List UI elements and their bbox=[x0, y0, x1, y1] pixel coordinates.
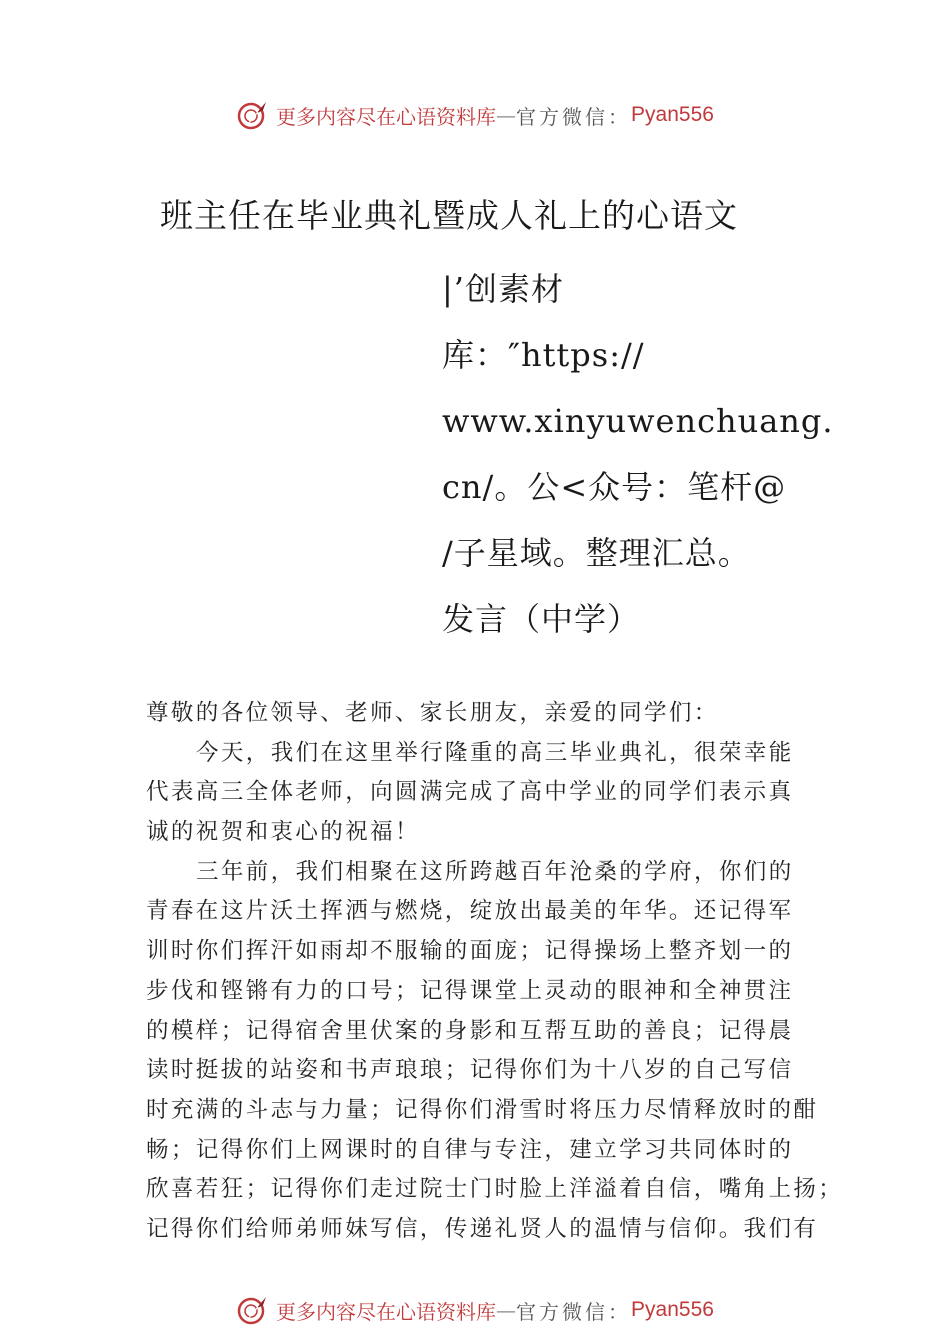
header-wechat-label: 官方微信： bbox=[516, 104, 632, 129]
footer-banner-separator: — bbox=[496, 1298, 517, 1322]
document-body bbox=[146, 694, 844, 1250]
title-line: 库：″https:// bbox=[442, 336, 645, 374]
footer-wechat-id: Pyan556 bbox=[631, 1298, 714, 1321]
document-title-continuation bbox=[442, 256, 892, 652]
paragraph-line: 的模样；记得宿舍里伏案的身影和互帮互助的善良；记得晨 bbox=[146, 1017, 794, 1044]
paragraph-line: 诚的祝贺和衷心的祝福！ bbox=[146, 819, 420, 846]
quill-logo-icon bbox=[236, 98, 270, 132]
paragraph-line: 记得你们给师弟师妹写信，传递礼贤人的温情与信仰。我们有 bbox=[146, 1215, 819, 1242]
paragraph-line: 步伐和铿锵有力的口号；记得课堂上灵动的眼神和全神贯注 bbox=[146, 977, 794, 1004]
paragraph-line: 读时挺拔的站姿和书声琅琅；记得你们为十八岁的自己写信 bbox=[146, 1057, 794, 1084]
header-banner-separator: — bbox=[496, 103, 517, 127]
page-header-banner bbox=[0, 95, 950, 135]
paragraph-line: 欣喜若狂；记得你们走过院士门时脸上洋溢着自信，嘴角上扬； bbox=[146, 1176, 844, 1203]
paragraph-line: 三年前，我们相聚在这所跨越百年沧桑的学府，你们的 bbox=[196, 858, 794, 885]
footer-banner-text: 更多内容尽在心语资料库 bbox=[276, 1299, 497, 1324]
paragraph-line: 畅；记得你们上网课时的自律与专注，建立学习共同体时的 bbox=[146, 1136, 794, 1163]
document-title: 班主任在毕业典礼暨成人礼上的心语文 bbox=[160, 196, 738, 235]
paragraph-line: 训时你们挥汗如雨却不服输的面庞；记得操场上整齐划一的 bbox=[146, 938, 794, 965]
paragraph-line: 青春在这片沃土挥洒与燃烧，绽放出最美的年华。还记得军 bbox=[146, 898, 794, 925]
title-line: www.xinyuwenchuang. bbox=[442, 402, 834, 440]
title-line: |’创素材 bbox=[442, 270, 564, 308]
title-line: 发言（中学） bbox=[442, 600, 641, 638]
paragraph-line: 代表高三全体老师，向圆满完成了高中学业的同学们表示真 bbox=[146, 779, 794, 806]
quill-logo-icon bbox=[236, 1293, 270, 1327]
paragraph-line: 今天，我们在这里举行隆重的高三毕业典礼，很荣幸能 bbox=[196, 739, 794, 766]
header-wechat-id: Pyan556 bbox=[631, 103, 714, 126]
header-banner-text: 更多内容尽在心语资料库 bbox=[276, 104, 497, 129]
footer-wechat-label: 官方微信： bbox=[516, 1299, 632, 1324]
title-line: cn/。公<众号：笔杆@ bbox=[442, 468, 787, 506]
page-footer-banner bbox=[0, 1290, 950, 1330]
paragraph-line: 时充满的斗志与力量；记得你们滑雪时将压力尽情释放时的酣 bbox=[146, 1096, 819, 1123]
title-line: /子星域。整理汇总。 bbox=[442, 534, 751, 572]
salutation: 尊敬的各位领导、老师、家长朋友，亲爱的同学们： bbox=[146, 700, 719, 726]
